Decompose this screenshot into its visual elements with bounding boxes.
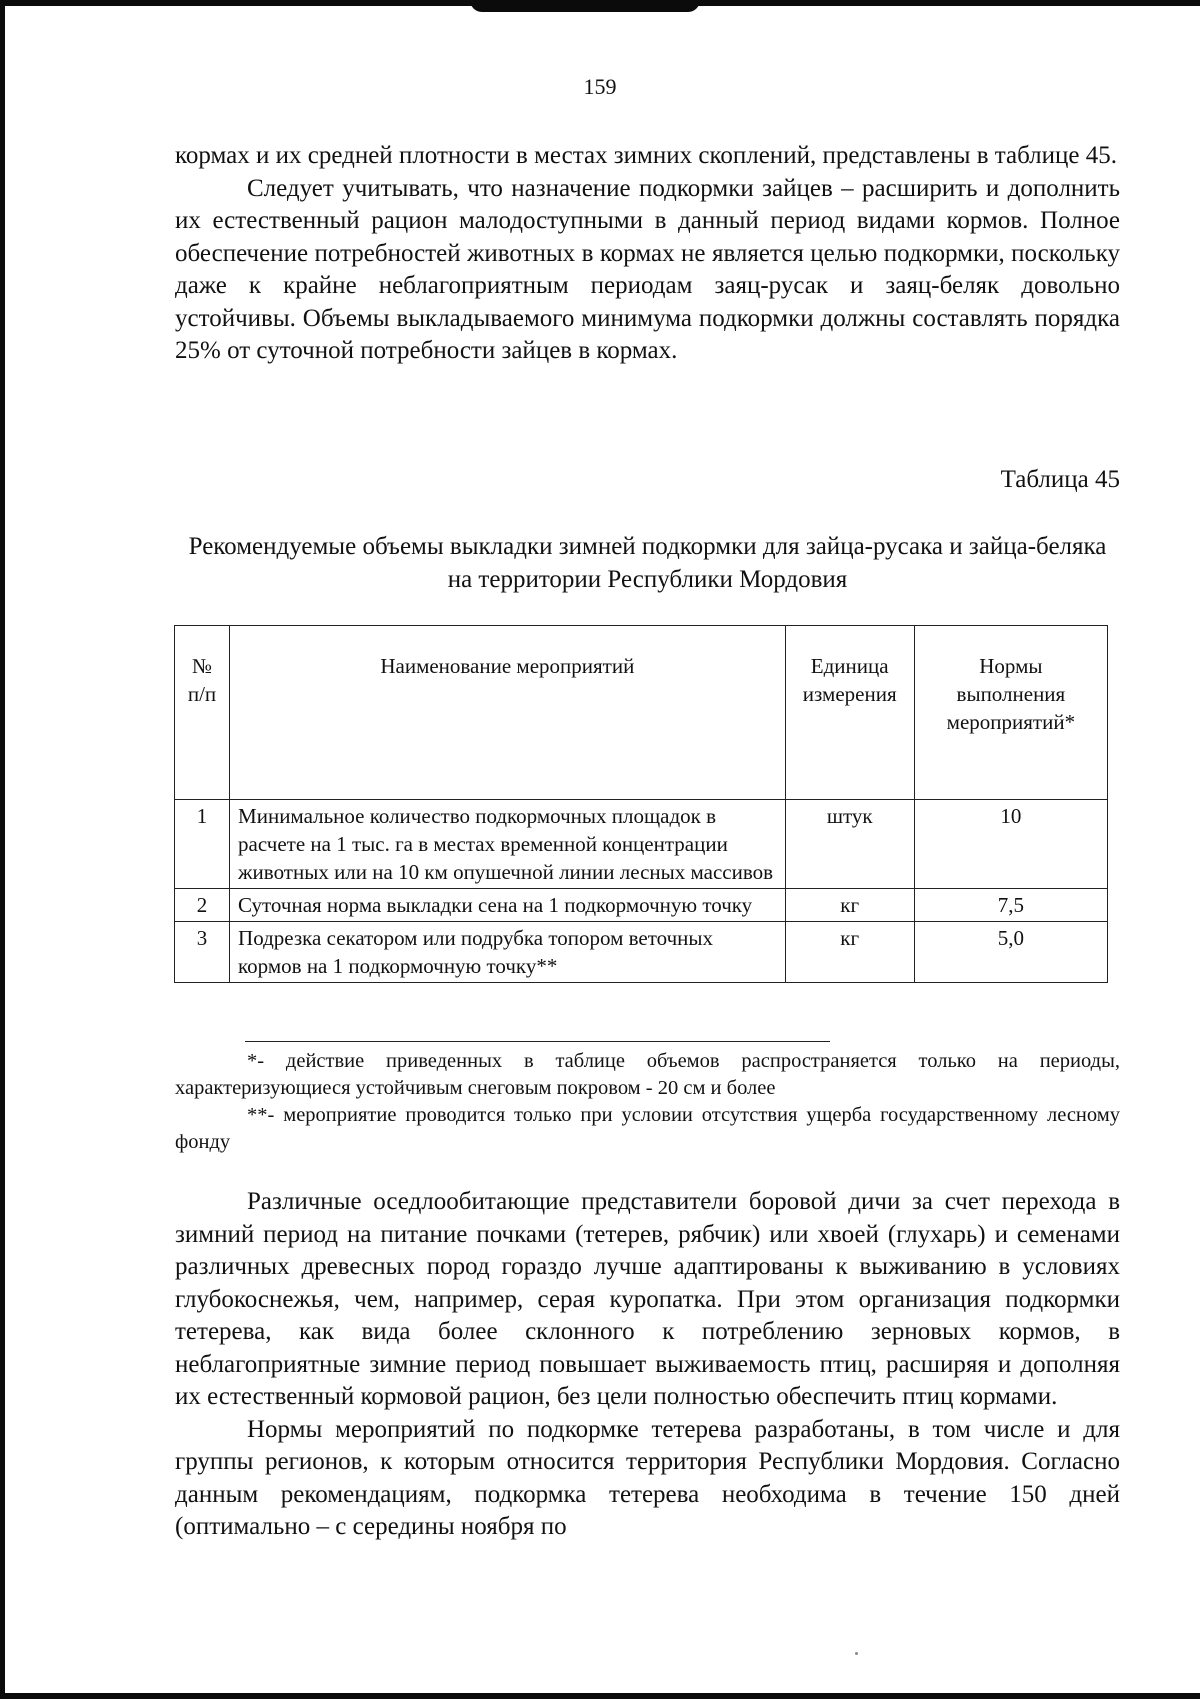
feeding-norms-table (174, 625, 1108, 983)
table-header-row (175, 626, 1108, 800)
cell-name: Минимальное количество подкормочных площадок в расчете на 1 тыс. га в местах временной концентрации животных или на 10 км опушечной линии лесных массивов (230, 800, 786, 889)
scan-binding-mark (470, 0, 700, 12)
cell-num: 3 (175, 922, 230, 983)
table-label: Таблица 45 (1000, 466, 1120, 493)
table-row (175, 922, 1108, 983)
footnote-2: **- мероприятие проводится только при условии отсутствия ущерба государственному лесному фонду (175, 1104, 1120, 1153)
text-block-top (175, 140, 1120, 368)
table-row (175, 889, 1108, 922)
header-name: Наименование мероприятий (230, 626, 786, 800)
cell-unit: штук (785, 800, 914, 889)
cell-norm: 10 (914, 800, 1107, 889)
table-row (175, 800, 1108, 889)
cell-num: 2 (175, 889, 230, 922)
scan-speck (855, 1652, 858, 1655)
paragraph-grouse-feeding: Различные оседлообитающие представители боровой дичи за счет перехода в зимний период на питание почками (тетерев, рябчик) или хвоей (глухарь) и семенами различных древесных пород гораздо лучше адаптированы к выживанию в условиях глубокоснежья, чем, например, серая куропатка. При этом организация подкормки тетерева, как вида более склонного к потреблению зерновых кормов, в неблагоприятные зимние период повышает выживаемость птиц, расширяя и дополняя их естественный кормовой рацион, без цели полностью обеспечить птиц кормами. (175, 1188, 1120, 1410)
footnote-separator (245, 1041, 830, 1042)
header-norm: Нормы выполнения мероприятий* (914, 626, 1107, 800)
cell-norm: 5,0 (914, 922, 1107, 983)
scan-border-left (0, 0, 5, 1699)
paragraph-hare-feeding: Следует учитывать, что назначение подкормки зайцев – расширить и дополнить их естественный рацион малодоступными в данный период видами кормов. Полное обеспечение потребностей животных в кормах не является целью подкормки, поскольку даже к крайне неблагоприятным периодам заяц-русак и заяц-беляк довольно устойчивы. Объемы выкладываемого минимума подкормки должны составлять порядка 25% от суточной потребности зайцев в кормах. (175, 174, 1120, 364)
page-number: 159 (583, 74, 617, 99)
cell-num: 1 (175, 800, 230, 889)
cell-norm: 7,5 (914, 889, 1107, 922)
cell-unit: кг (785, 922, 914, 983)
cell-name: Подрезка секатором или подрубка топором веточных кормов на 1 подкормочную точку** (230, 922, 786, 983)
paragraph-continued: кормах и их средней плотности в местах зимних скоплений, представлены в таблице 45. (175, 142, 1118, 169)
paragraph-grouse-norms: Нормы мероприятий по подкормке тетерева разработаны, в том числе и для группы регионов, к которым относится территория Республики Мордовия. Согласно данным рекомендациям, подкормка тетерева необходима в течение 150 дней (оптимально – с середины ноября по (175, 1415, 1120, 1540)
table-title: Рекомендуемые объемы выкладки зимней подкормки для зайца-русака и зайца-беляка на территории Республики Мордовия (188, 533, 1107, 593)
footnote-1: *- действие приведенных в таблице объемов распространяется только на периоды, характеризующиеся устойчивым снеговым покровом - 20 см и более (175, 1050, 1120, 1099)
cell-name: Суточная норма выкладки сена на 1 подкормочную точку (230, 889, 786, 922)
scan-border-bottom (0, 1693, 1200, 1699)
text-block-bottom (175, 1186, 1120, 1544)
cell-unit: кг (785, 889, 914, 922)
header-num: № п/п (175, 626, 230, 800)
footnotes (175, 1048, 1120, 1156)
header-unit: Единица измерения (785, 626, 914, 800)
